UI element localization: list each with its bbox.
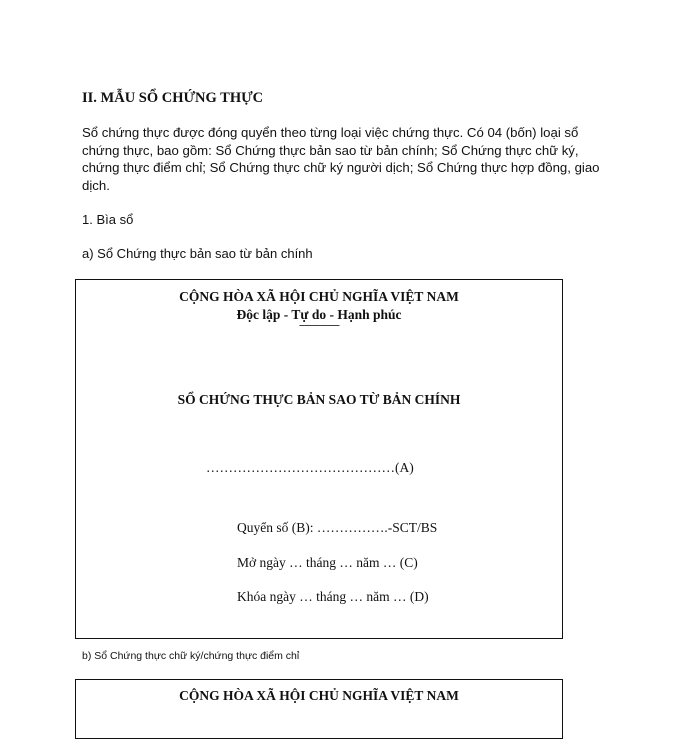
national-name: CỘNG HÒA XÃ HỘI CHỦ NGHĨA VIỆT NAM — [179, 289, 459, 304]
cover-a-box — [75, 279, 563, 639]
cover-b-box — [75, 679, 563, 739]
cover-a-heading: a) Sổ Chứng thực bản sao từ bản chính — [82, 246, 313, 261]
opened-date-field: Mở ngày … tháng … năm … (C) — [237, 555, 418, 570]
closed-date-field: Khóa ngày … tháng … năm … (D) — [237, 589, 429, 604]
national-name: CỘNG HÒA XÃ HỘI CHỦ NGHĨA VIỆT NAM — [179, 688, 459, 703]
authority-field: ……………………………………(A) — [206, 460, 414, 475]
cover-heading: 1. Bìa sổ — [82, 212, 134, 227]
national-motto: Độc lập - Tự do - Hạnh phúc — [236, 307, 402, 322]
book-title: SỔ CHỨNG THỰC BẢN SAO TỪ BẢN CHÍNH — [177, 392, 461, 407]
section-title: II. MẪU SỔ CHỨNG THỰC — [82, 90, 264, 106]
volume-field: Quyển số (B): …………….-SCT/BS — [237, 520, 438, 535]
cover-b-heading: b) Sổ Chứng thực chữ ký/chứng thực điểm chỉ — [82, 650, 300, 662]
intro-paragraph: Sổ chứng thực được đóng quyển theo từng loại việc chứng thực. Có 04 (bốn) loại sổ chứng thực, bao gồm: Sổ Chứng thực bản sao từ bản chính; Sổ Chứng thực chữ ký, chứng thực điểm chỉ; Sổ Chứng thực chữ ký người dịch; Sổ Chứng thực hợp đồng, giao dịch. — [82, 125, 600, 193]
motto-divider: --------------- — [299, 319, 339, 331]
